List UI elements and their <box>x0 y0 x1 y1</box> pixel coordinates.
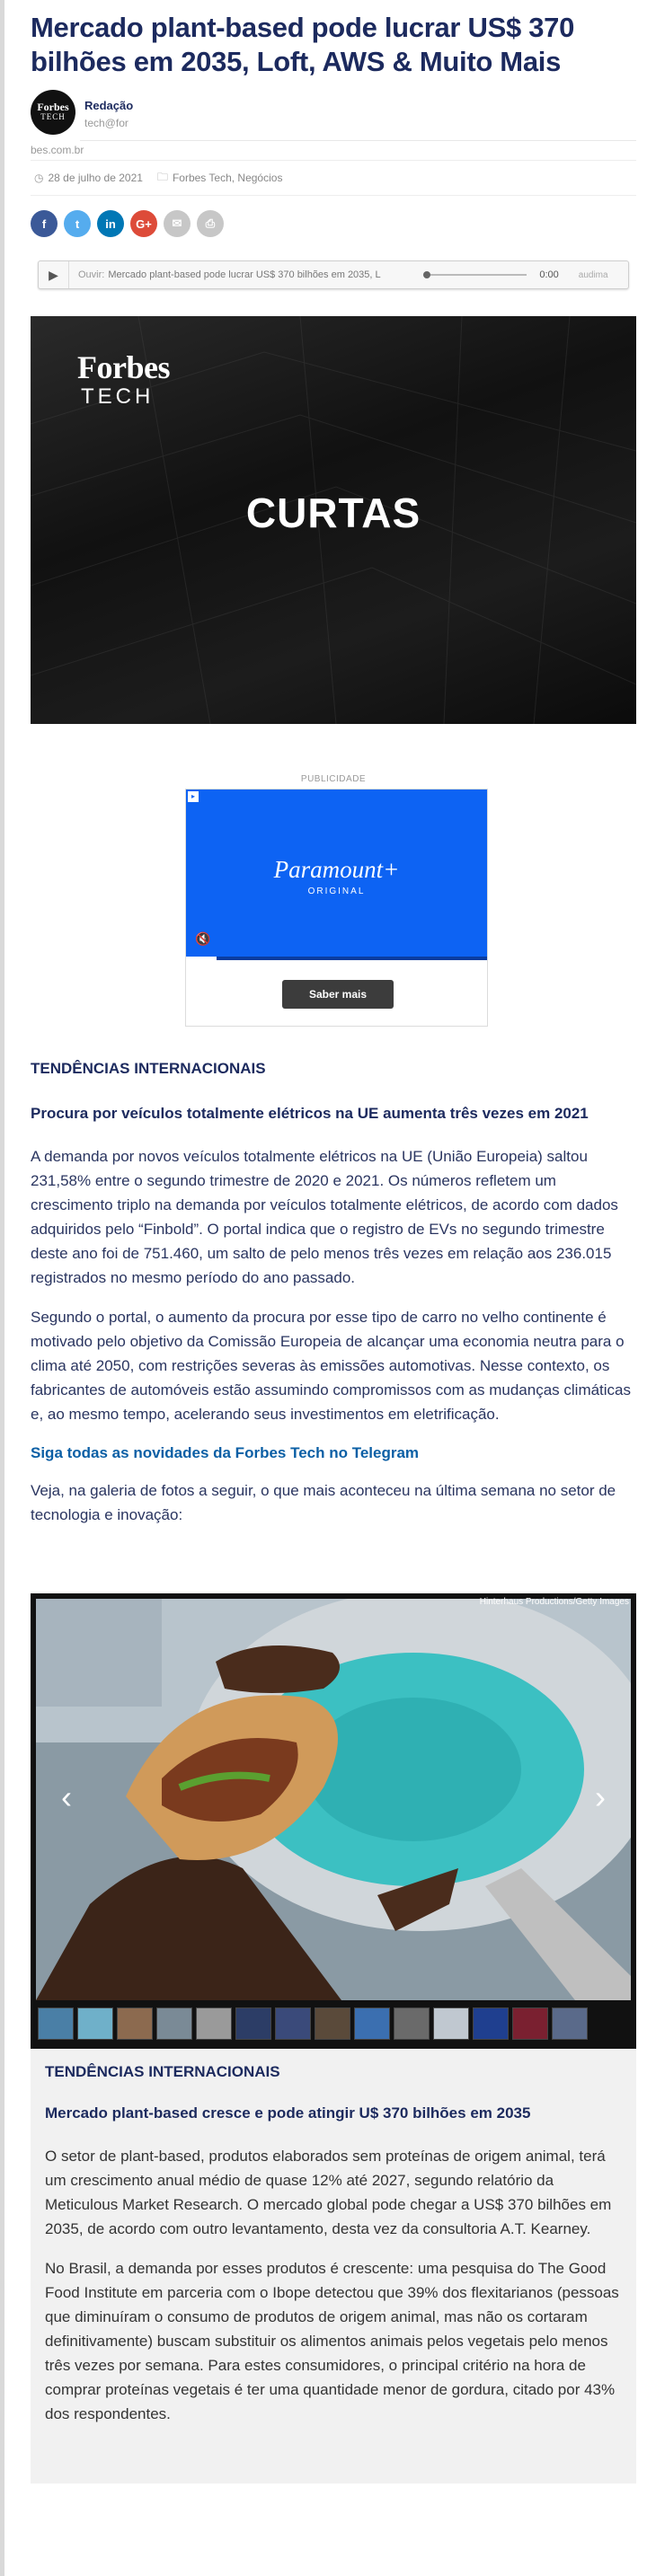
section-kicker: TENDÊNCIAS INTERNACIONAIS <box>31 1060 266 1077</box>
gallery-thumbnail[interactable] <box>552 2007 588 2040</box>
share-google-plus-button[interactable] <box>130 210 157 237</box>
article-title: Mercado plant-based pode lucrar US$ 370 bilhões em 2035, Loft, AWS & Muito Mais <box>31 12 575 77</box>
gallery-photo[interactable] <box>36 1599 631 2000</box>
ad-cta-button[interactable]: Saber mais <box>282 980 394 1009</box>
author-name-link[interactable]: Redação <box>84 99 134 112</box>
hero-headline: CURTAS <box>245 490 421 536</box>
gallery-thumbnail[interactable] <box>235 2007 271 2040</box>
section-paragraph-1: A demanda por novos veículos totalmente elétricos na UE (União Europeia) saltou 231,58% entre o segundo trimestre de 2020 e 2021. Os números refletem um crescimento triplo na demanda por veículos totalmente elétricos, de acordo com dados adquiridos pelo “Finbold”. O portal indica que o registro de EVs no segundo trimestre deste ano foi de 751.460, um salto de pelo menos três vezes em relação aos 236.015 registrados no mesmo período do ano passado. <box>31 1148 618 1286</box>
twitter-icon: t <box>75 216 80 231</box>
audio-track-title: Mercado plant-based pode lucrar US$ 370 bilhões em 2035, L <box>108 269 381 280</box>
clock-icon: ◷ <box>34 172 44 184</box>
gallery-thumbnail[interactable] <box>354 2007 390 2040</box>
chevron-left-icon: ‹ <box>61 1778 72 1815</box>
share-email-button[interactable] <box>164 210 191 237</box>
hero-logo-forbes: Forbes <box>77 349 170 385</box>
ad-slot <box>31 774 636 1044</box>
author-divider <box>80 140 636 141</box>
gallery-thumbnail[interactable] <box>117 2007 153 2040</box>
slide-paragraph-1: O setor de plant-based, produtos elaborados sem proteínas de origem animal, terá um crescimento anual médio de quase 12% até 2027, segundo relatório da Meticulous Market Research. O mercado global pode chegar a US$ 370 bilhões em 2035, de acordo com outro levantamento, desta vez da consultoria A.T. Kearney. <box>45 2148 612 2237</box>
share-facebook-button[interactable] <box>31 210 58 237</box>
author-email: tech@for <box>84 117 129 129</box>
audio-seek-bar[interactable] <box>426 274 527 276</box>
hero-logo-tech: TECH <box>81 384 155 409</box>
avatar-logo-line2: TECH <box>40 112 66 121</box>
section-paragraph-2: Segundo o portal, o aumento da procura por esse tipo de carro no velho continente é motivado pelo objetivo da Comissão Europeia de alcançar uma economia neutra para o clima até 2050, com restrições severas às emissões automotivas. Nesse contexto, os fabricantes de automóveis estão assumindo compromissos com as mudanças climáticas e, ao mesmo tempo, acelerando seus investimentos em eletrificação. <box>31 1309 632 1423</box>
avatar[interactable] <box>31 90 75 135</box>
section-headline: Procura por veículos totalmente elétricos na UE aumenta três vezes em 2021 <box>31 1105 589 1122</box>
section-paragraph-3: Veja, na galeria de fotos a seguir, o que mais aconteceu na última semana no setor de tecnologia e inovação: <box>31 1482 616 1523</box>
audio-player <box>38 260 629 289</box>
gallery-thumbnail[interactable] <box>512 2007 548 2040</box>
print-icon: ⎙ <box>205 216 216 230</box>
gallery-thumbnail[interactable] <box>156 2007 192 2040</box>
gallery-thumbnail[interactable] <box>315 2007 350 2040</box>
ad-brand-sub: ORIGINAL <box>307 887 366 896</box>
photo-credit: Hinterhaus Productions/Getty Images <box>479 1597 629 1607</box>
slide-kicker: TENDÊNCIAS INTERNACIONAIS <box>45 2063 280 2080</box>
google-plus-icon: G+ <box>136 216 152 231</box>
article-meta <box>31 160 636 196</box>
gallery-prev-button[interactable] <box>61 1778 72 1816</box>
ad-creative[interactable] <box>185 789 488 1027</box>
play-icon: ▶ <box>49 267 58 282</box>
gallery-next-button[interactable] <box>595 1778 606 1816</box>
audio-listen-label: Ouvir: <box>78 269 105 280</box>
slide-headline: Mercado plant-based cresce e pode atingir U$ 370 bilhões em 2035 <box>45 2104 531 2122</box>
slide-caption <box>31 2049 636 2483</box>
gallery-thumbnail[interactable] <box>275 2007 311 2040</box>
audio-time: 0:00 <box>539 269 559 280</box>
avatar-logo-line1: Forbes <box>37 101 69 113</box>
chevron-right-icon: › <box>595 1778 606 1815</box>
gallery-photo-image <box>36 1599 631 2000</box>
publish-date: 28 de julho de 2021 <box>48 172 143 184</box>
gallery-thumbnail[interactable] <box>196 2007 232 2040</box>
article <box>31 0 636 2483</box>
ad-progress <box>186 957 487 960</box>
email-icon: ✉ <box>172 216 182 230</box>
gallery-thumbnail[interactable] <box>433 2007 469 2040</box>
share-twitter-button[interactable] <box>64 210 91 237</box>
share-print-button[interactable] <box>197 210 224 237</box>
category-links[interactable]: Forbes Tech, Negócios <box>172 172 283 184</box>
ad-label: PUBLICIDADE <box>300 774 367 784</box>
gallery-thumbnail[interactable] <box>38 2007 74 2040</box>
mute-icon[interactable]: 🔇 <box>195 931 211 946</box>
folder-icon: 🗀 <box>156 170 168 183</box>
gallery-thumbnails <box>38 2007 588 2040</box>
author-email-continued: bes.com.br <box>31 144 84 156</box>
audio-seek-handle[interactable] <box>423 271 430 278</box>
share-bar <box>31 210 636 237</box>
play-button[interactable] <box>39 261 69 288</box>
audio-brand[interactable]: audima <box>578 269 608 280</box>
facebook-icon: f <box>41 216 47 231</box>
hero-image <box>31 316 636 724</box>
photo-gallery <box>31 1593 636 2049</box>
gallery-thumbnail[interactable] <box>77 2007 113 2040</box>
telegram-link[interactable]: Siga todas as novidades da Forbes Tech no Telegram <box>31 1444 420 1461</box>
author-block <box>31 86 636 160</box>
ad-brand: Paramount+ <box>273 856 400 883</box>
ad-video[interactable] <box>186 790 487 958</box>
gallery-thumbnail[interactable] <box>473 2007 509 2040</box>
page-left-rule <box>0 0 4 2576</box>
share-linkedin-button[interactable] <box>97 210 124 237</box>
linkedin-icon: in <box>105 216 116 231</box>
gallery-thumbnail[interactable] <box>394 2007 430 2040</box>
ad-choices-icon[interactable]: ▸ <box>188 791 199 802</box>
slide-paragraph-2: No Brasil, a demanda por esses produtos é crescente: uma pesquisa do The Good Food Institute em parceria com o Ibope detectou que 39% dos flexitarianos (pessoas que diminuíram o consumo de produtos de origem animal, mas não os cortaram definitivamente) buscam substituir os alimentos animais pelos vegetais pelo menos três vezes por semana. Para estes consumidores, o principal critério na hora de comprar proteínas vegetais é ter uma quantidade menor de gordura, citado por 43% dos respondentes. <box>45 2260 619 2422</box>
